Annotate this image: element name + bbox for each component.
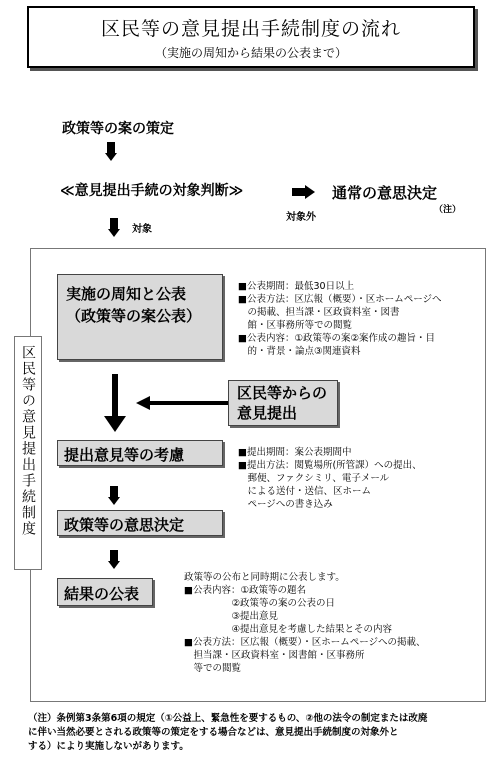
step-result-notes: 政策等の公布と同時期に公表します。 ■公表内容：①政策等の題名 ②政策等の案の公表の日 ③提出意見 ④提出意見を考慮した結果とその内容 ■公表方法：区広報（概要）・区ホームページへの掲載、 担当課・区政資料室・図書館・区事務所 等での閲覧 [184, 572, 426, 674]
down-arrow-icon [104, 374, 126, 434]
step-consideration-notes: ■提出期間：案公表期間中 ■提出方法：閲覧場所(所管課）への提出、 郵便、ファクシミリ、電子メール による送付・送信、区ホーム ページへの書き込み [238, 447, 422, 510]
step-result [57, 578, 153, 606]
side-label-box [14, 336, 42, 570]
opinion-submission-box [228, 380, 338, 426]
policy-draft-label: 政策等の案の策定 [62, 121, 174, 137]
step-announcement-label: 実施の周知と公表 （政策等の案公表） [66, 285, 202, 325]
down-arrow-icon [108, 550, 120, 572]
left-arrow-icon [136, 396, 228, 410]
page-title: 区民等の意見提出手続制度の流れ [100, 18, 401, 40]
page-subtitle: （実施の周知から結果の公表まで） [154, 46, 347, 60]
judgment-label: ≪意見提出手続の対象判断≫ [60, 183, 244, 199]
step-announcement [57, 274, 223, 360]
outside-label: 対象外 [286, 212, 316, 223]
side-label: 区民等の意見提出手続制度 [20, 345, 36, 537]
normal-decision-label: 通常の意思決定 [332, 184, 438, 202]
step-announcement-notes: ■公表期間：最低30日以上 ■公表方法：区広報（概要）・区ホームページへ の掲載、担当課・区政資料室・図書 館・区事務所等での閲覧 ■公表内容：①政策等の案②案作成の趣旨・目 的・背景・論点③関連資料 [238, 281, 442, 357]
step-consideration [57, 440, 223, 466]
step-result-label: 結果の公表 [64, 585, 140, 603]
title-box [27, 6, 475, 68]
opinion-submission-label: 区民等からの 意見提出 [237, 384, 328, 422]
footnote: （注）条例第3条第6項の規定（①公益上、緊急性を要するもの、②他の法令の制定または改廃 に伴い当然必要とされる政策等の策定をする場合などは、意見提出手続制度の対象外と する）により実施しないがあります。 [28, 713, 428, 752]
right-arrow-icon [292, 185, 316, 199]
step-decision [57, 510, 223, 536]
step-consideration-label: 提出意見等の考慮 [64, 446, 185, 464]
step-decision-label: 政策等の意思決定 [64, 516, 185, 534]
note-mark: （注） [434, 205, 462, 215]
target-label: 対象 [132, 224, 152, 235]
down-arrow-icon [108, 486, 120, 508]
down-arrow-icon [105, 142, 117, 164]
down-arrow-icon [108, 218, 120, 240]
